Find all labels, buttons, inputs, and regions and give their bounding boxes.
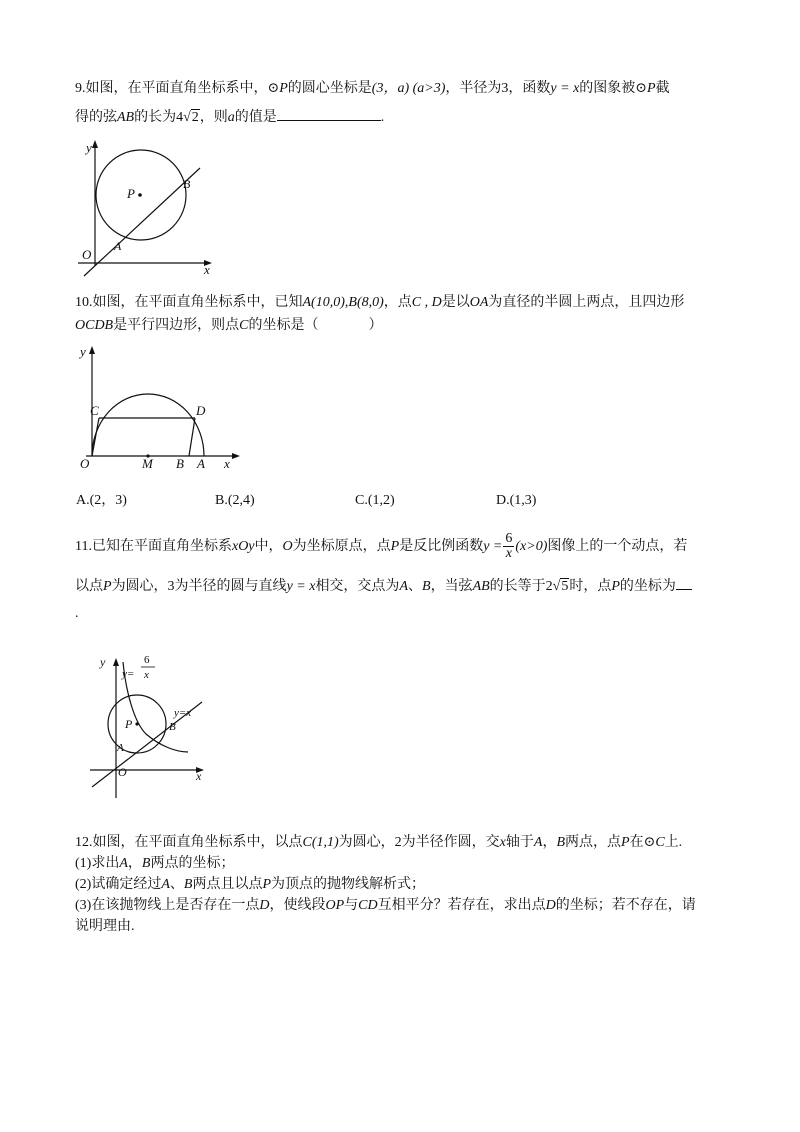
q11-text: 11.已知在平面直角坐标系	[75, 539, 232, 554]
q10-origin-label: O	[80, 456, 90, 471]
q12-text: 为圆心，2为半径作圆，交	[338, 835, 500, 850]
q11-point-b-label: B	[169, 721, 176, 733]
q12-point-b: B	[556, 835, 566, 850]
q12-point-p: P	[621, 835, 630, 850]
answer-blank	[277, 108, 381, 121]
q11-line2	[75, 577, 692, 597]
q9-text: .	[380, 110, 385, 125]
circle-symbol: ⊙	[267, 81, 280, 96]
q12-text: 说明理由.	[75, 919, 135, 934]
q9-point-b-label: B	[183, 177, 191, 191]
q10-text: ）	[368, 318, 383, 333]
q12-text: ，	[542, 835, 557, 850]
option-label: C.	[355, 493, 368, 508]
q12-text: 上.	[664, 835, 683, 850]
q10-point-m-label: M	[142, 456, 153, 471]
q11-point-p: P	[611, 579, 620, 594]
q10-segment-oa: OA	[469, 295, 489, 310]
q12-text: (2)试确定经过	[75, 877, 162, 892]
q10-y-label: y	[80, 344, 86, 359]
q11-text: 是反比例函数	[399, 539, 484, 554]
q11-text: 为坐标原点，点	[292, 539, 391, 554]
q10-point-b-label: B	[176, 456, 184, 471]
q9-text: 得的弦	[75, 110, 117, 125]
q11-point-p: P	[103, 579, 112, 594]
q12-text: ，	[127, 856, 142, 871]
q11-line3	[75, 604, 79, 624]
q9-function: y = x	[550, 81, 580, 96]
q9-text: 9.如图，在平面直角坐标系中，	[75, 81, 268, 96]
q12-sub2	[75, 875, 425, 895]
q11-func-y: y =	[483, 539, 503, 554]
q10-line2	[75, 316, 382, 336]
q9-line1	[75, 79, 670, 99]
q10-option-c[interactable]	[355, 491, 395, 511]
q10-x-label: x	[224, 456, 230, 471]
q11-line1	[75, 532, 687, 562]
q11-fraction	[503, 532, 514, 561]
option-value: (1,2)	[367, 493, 395, 508]
q9-text: 的长为	[134, 110, 177, 125]
q12-text: 12.如图，在平面直角坐标系中，以点	[75, 835, 303, 850]
q12-text: 轴于	[505, 835, 534, 850]
q11-hyperbola-den: x	[144, 669, 149, 681]
q12-text: 在	[629, 835, 644, 850]
fraction-numerator: 6	[505, 531, 513, 547]
q10-point-c-label: C	[90, 403, 99, 418]
q12-text: 的坐标；若不存在，请	[555, 898, 696, 913]
q9-point-p-label: P	[127, 186, 135, 201]
q11-x-label: x	[196, 769, 202, 783]
q11-len-coef: 2	[545, 579, 553, 594]
q12-point-a: A	[119, 856, 128, 871]
q10-option-d[interactable]	[496, 491, 536, 511]
fraction-denominator: x	[505, 546, 512, 562]
option-value: (2,4)	[227, 493, 255, 508]
q12-axis: x	[499, 835, 506, 850]
q10-line1	[75, 293, 684, 313]
q11-text: ，当弦	[430, 579, 473, 594]
q10-sep: ,	[344, 295, 349, 310]
q11-text: 图像上的一个动点，若	[547, 539, 688, 554]
q12-sub3	[75, 896, 696, 916]
q12-point-a: A	[533, 835, 543, 850]
q9-text: 的圆心坐标是	[287, 81, 372, 96]
q9-var-a: a	[227, 110, 235, 125]
circle-symbol: ⊙	[643, 835, 656, 850]
q9-origin-label: O	[82, 247, 92, 262]
q9-text: 截	[655, 81, 670, 96]
q9-text: 的值是	[234, 110, 277, 125]
q12-circle-c: C	[655, 835, 665, 850]
q12-text: 两点且以点	[192, 877, 263, 892]
q10-figure	[76, 344, 246, 472]
q12-text: 两点的坐标；	[150, 856, 235, 871]
q12-point-d: D	[545, 898, 556, 913]
option-value: (1,3)	[509, 493, 537, 508]
q10-point-d-label: D	[196, 403, 206, 418]
q10-point-b: B(8,0)	[348, 295, 384, 310]
q10-text: 的坐标是（	[248, 318, 319, 333]
q9-len-coef: 4	[176, 110, 184, 125]
q9-point-p: P	[279, 81, 288, 96]
q11-point-a-label: A	[117, 742, 124, 754]
q11-hyperbola-num: 6	[144, 654, 150, 666]
q11-text: 时，点	[569, 579, 612, 594]
q11-chord-ab: AB	[472, 579, 490, 594]
q9-text: ，半径为3，函数	[445, 81, 551, 96]
q9-point-a-label: A	[114, 239, 122, 253]
q10-option-a[interactable]	[76, 491, 127, 511]
answer-blank	[676, 577, 692, 590]
q10-points-cd: C , D	[411, 295, 442, 310]
q12-segment-op: OP	[325, 898, 345, 913]
q11-hyperbola-eq: y=	[122, 668, 135, 680]
q12-center: C(1,1)	[302, 835, 339, 850]
q11-point-p-label: P	[125, 717, 133, 731]
option-value: (2，3)	[89, 493, 127, 508]
q11-point-a: A	[399, 579, 408, 594]
q11-line-func: y = x	[286, 579, 316, 594]
q12-point-d: D	[259, 898, 270, 913]
q11-line-label: y=x	[174, 707, 192, 719]
q12-text: ，使线段	[269, 898, 326, 913]
q9-figure	[72, 138, 232, 276]
q12-text: (3)在该抛物线上是否存在一点	[75, 898, 260, 913]
q12-point-b: B	[141, 856, 151, 871]
q12-point-b: B	[183, 877, 193, 892]
q12-text: 两点，点	[565, 835, 622, 850]
q10-text: 为直径的半圆上两点，且四边形	[488, 295, 685, 310]
q11-text: .	[75, 606, 79, 621]
q11-text: 的长等于	[489, 579, 546, 594]
q11-origin-label: O	[118, 765, 127, 779]
option-label: B.	[215, 493, 228, 508]
q11-text: 中，	[254, 539, 283, 554]
q11-origin: O	[282, 539, 293, 554]
q12-text: 为顶点的抛物线解析式；	[271, 877, 426, 892]
q9-line2	[75, 108, 384, 128]
q9-len-radicand: 2	[191, 110, 199, 125]
q10-option-b[interactable]	[215, 491, 255, 511]
q11-text: 、	[408, 579, 422, 594]
q11-len-radicand: 5	[561, 579, 569, 594]
q11-condition: (x>0)	[515, 539, 548, 554]
q9-chord-ab: AB	[117, 110, 135, 125]
q9-condition: (a>3)	[412, 81, 446, 96]
q11-text: 相交，交点为	[315, 579, 400, 594]
sqrt-symbol: √5	[552, 579, 569, 594]
q10-point-a-label: A	[197, 456, 205, 471]
q12-text: 与	[344, 898, 359, 913]
q12-text: (1)求出	[75, 856, 120, 871]
q11-text: 以点	[75, 579, 103, 594]
q9-text: 的图象被	[579, 81, 636, 96]
q11-system: xOy	[231, 539, 255, 554]
q11-y-label: y	[100, 655, 106, 669]
q12-text: 、	[169, 877, 184, 892]
q12-segment-cd: CD	[358, 898, 378, 913]
q12-point-a: A	[161, 877, 170, 892]
q10-text: 10.如图，在平面直角坐标系中，已知	[75, 295, 303, 310]
option-label: A.	[76, 493, 90, 508]
q12-sub1	[75, 854, 234, 874]
q11-text: 的坐标为	[619, 579, 676, 594]
q10-point-c: C	[239, 318, 249, 333]
q12-line1	[75, 833, 682, 853]
q9-text: ，则	[199, 110, 228, 125]
circle-symbol: ⊙	[635, 81, 648, 96]
q12-point-p: P	[262, 877, 272, 892]
option-label: D.	[496, 493, 510, 508]
q12-sub3-cont	[75, 917, 135, 937]
q11-text: 为圆心，3为半径的圆与直线	[111, 579, 287, 594]
q12-text: 互相平分？若存在，求出点	[377, 898, 546, 913]
q10-text: 是平行四边形，则点	[113, 318, 240, 333]
q11-point-p: P	[390, 539, 400, 554]
q9-y-label: y	[86, 140, 92, 155]
q10-quad: OCDB	[75, 318, 114, 333]
sqrt-symbol: √2	[183, 110, 199, 125]
q10-text: ，点	[383, 295, 412, 310]
q9-center-coord: (3，a)	[371, 81, 410, 96]
q10-text: 是以	[441, 295, 470, 310]
q9-x-label: x	[204, 262, 210, 277]
q11-figure	[84, 652, 224, 800]
q9-point-p: P	[647, 81, 656, 96]
q11-point-b: B	[422, 579, 431, 594]
q10-point-a: A(10,0)	[302, 295, 345, 310]
